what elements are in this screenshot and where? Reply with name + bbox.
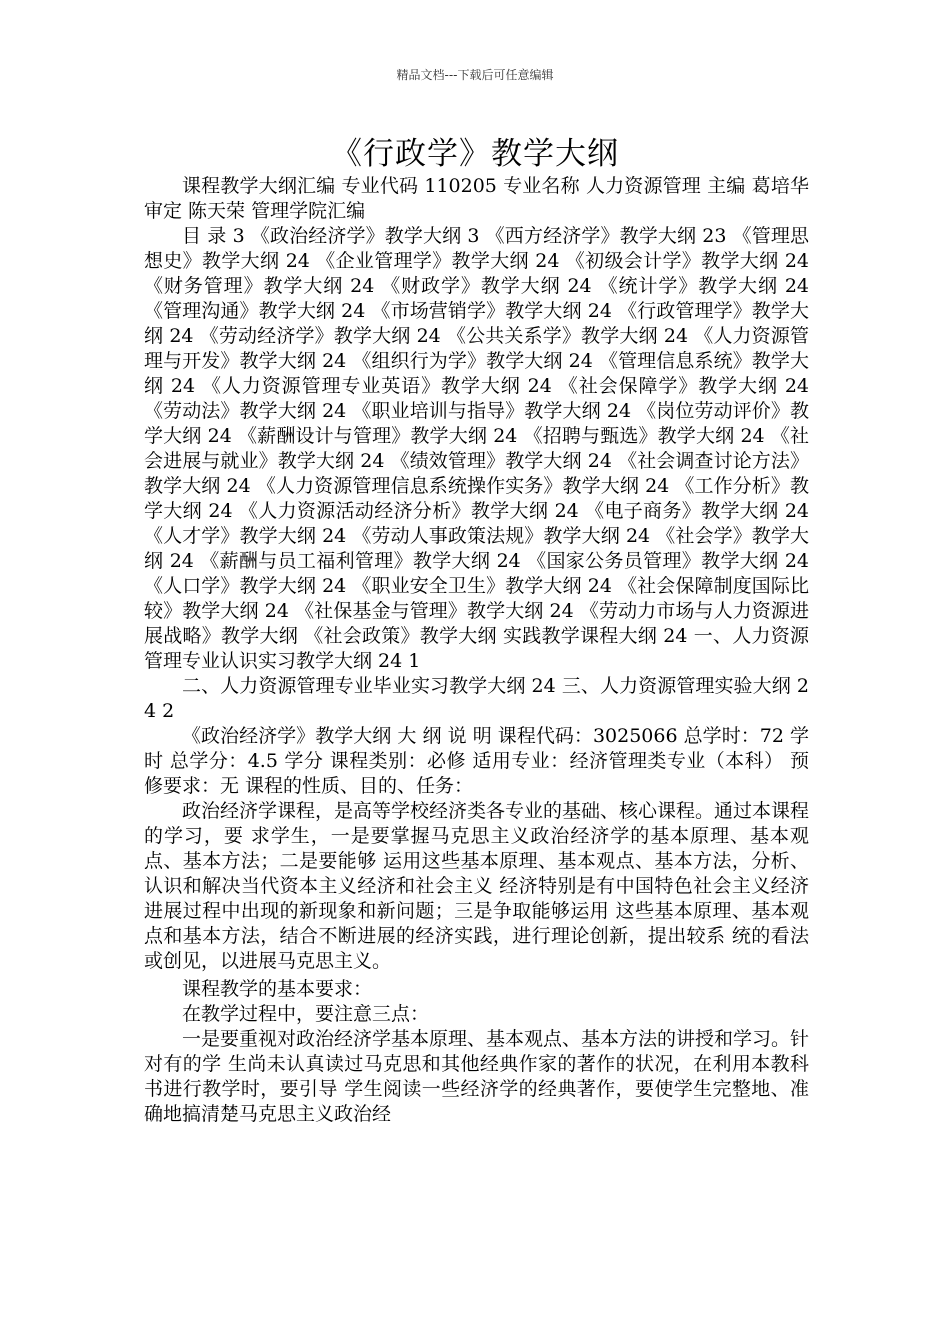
paragraph-course-info: 《政治经济学》教学大纲 大 纲 说 明 课程代码：3025066 总学时：72 学时 总学分：4.5 学分 课程类别：必修 适用专业：经济管理类专业（本科） 预修要求：无 课程的性质、目的、任务： bbox=[144, 725, 809, 797]
paragraph-requirements-heading: 课程教学的基本要求： bbox=[182, 978, 373, 1000]
paragraph-course-nature: 政治经济学课程，是高等学校经济类各专业的基础、核心课程。通过本课程的学习，要 求学生，一是要掌握马克思主义政治经济学的基本原理、基本观点、基本方法；二是要能够 运用这些基本原理、基本观点、基本方法，分析、认识和解决当代资本主义经济和社会主义 经济特别是有中国特色社会主义经济进展过程中出现的新现象和新问题；三是争取能够运用 这些基本原理、基本观点和基本方法，结合不断进展的经济实践，进行理论创新，提出较系 统的看法或创见，以进展马克思主义。 bbox=[144, 800, 810, 972]
paragraph-three-points: 在教学过程中，要注意三点： bbox=[182, 1003, 430, 1025]
page-header: 精品文档---下载后可任意编辑 bbox=[396, 68, 554, 82]
paragraph-intro: 课程教学大纲汇编 专业代码 110205 专业名称 人力资源管理 主编 葛培华 审定 陈天荣 管理学院汇编 bbox=[144, 175, 809, 222]
document-title: 《行政学》教学大纲 bbox=[331, 136, 619, 172]
document-body bbox=[144, 174, 809, 1127]
paragraph-toc: 目 录 3 《政治经济学》教学大纲 3 《西方经济学》教学大纲 23 《管理思想史》教学大纲 24 《企业管理学》教学大纲 24 《初级会计学》教学大纲 24 《财务管理》教学大纲 24 《财政学》教学大纲 24 《统计学》教学大纲 24 《管理沟通》教学大纲 24 《市场营销学》教学大纲 24 《行政管理学》教学大纲 24 《劳动经济学》教学大纲 24 《公共关系学》教学大纲 24 《人力资源管理与开发》教学大纲 24 《组织行为学》教学大纲 24 《管理信息系统》教学大纲 24 《人力资源管理专业英语》教学大纲 24 《社会保障学》教学大纲 24 《劳动法》教学大纲 24 《职业培训与指导》教学大纲 24 《岗位劳动评价》教学大纲 24 《薪酬设计与管理》教学大纲 24 《招聘与甄选》教学大纲 24 《社会进展与就业》教学大纲 24 《绩效管理》教学大纲 24 《社会调查讨论方法》教学大纲 24 《人力资源管理信息系统操作实务》教学大纲 24 《工作分析》教学大纲 24 《人力资源活动经济分析》教学大纲 24 《电子商务》教学大纲 24 《人才学》教学大纲 24 《劳动人事政策法规》教学大纲 24 《社会学》教学大纲 24 《薪酬与员工福利管理》教学大纲 24 《国家公务员管理》教学大纲 24 《人口学》教学大纲 24 《职业安全卫生》教学大纲 24 《社会保障制度国际比较》教学大纲 24 《社保基金与管理》教学大纲 24 《劳动力市场与人力资源进展战略》教学大纲 《社会政策》教学大纲 实践教学课程大纲 24 一、人力资源管理专业认识实习教学大纲 24 1 bbox=[144, 225, 809, 672]
paragraph-toc-cont: 二、人力资源管理专业毕业实习教学大纲 24 三、人力资源管理实验大纲 24 2 bbox=[144, 675, 809, 722]
paragraph-point-one: 一是要重视对政治经济学基本原理、基本观点、基本方法的讲授和学习。针对有的学 生尚未认真读过马克思和其他经典作家的著作的状况，在利用本教科书进行教学时，要引导 学生阅读一些经济学的经典著作，要使学生完整地、准确地搞清楚马克思主义政治经 bbox=[144, 1028, 810, 1125]
